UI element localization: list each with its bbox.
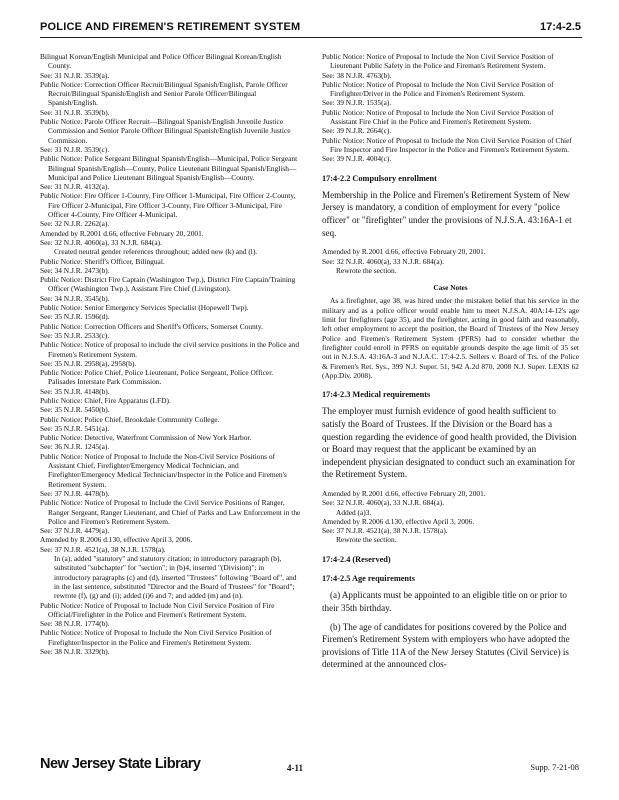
amendment-note: See: 37 N.J.R. 4521(a), 38 N.J.R. 1578(a). — [322, 526, 448, 536]
history-entry: Public Notice: Notice of Proposal to Include the Non Civil Service Position of Chief Fire Inspector and Fire Inspector in the Police and Firemen's Retirement System. — [322, 135, 572, 154]
right-column — [322, 52, 579, 671]
amendment-note: See: 32 N.J.R. 4060(a), 33 N.J.R. 684(a). — [322, 256, 444, 266]
history-entry: Public Notice: Chief, Fire Apparatus (LFD). — [40, 395, 171, 405]
history-entry: Public Notice: Correction Officers and Sheriff's Officers, Somerset County. — [40, 321, 263, 331]
history-entry: See: 35 N.J.R. 4148(b). — [40, 386, 110, 396]
history-entry: Public Notice: Notice of Proposal to Include the Non-Civil Service Positions of Assistant Chief, Firefighter/Emergency Medical Technician, and Firefighter/Emergency Medical Technician/Inspector in the Police and Firemen's Retirement System. — [40, 451, 287, 489]
history-entry: See: 31 N.J.R. 3539(c). — [40, 144, 110, 154]
history-entry: Public Notice: Notice of Proposal to Include the Civil Service Positions of Ranger, Ranger Sergeant, Ranger Lieutenant, and Chief of Parks and Law Enforcement in the Police and Firemen's Retirement System. — [40, 498, 301, 526]
history-entry: See: 39 N.J.R. 4004(c). — [322, 154, 392, 164]
history-entry: See: 35 N.J.R. 2958(a), 2958(b). — [40, 358, 137, 368]
history-entry: Public Notice: Notice of proposal to include the civil service positions in the Police and Firemen's Retirement System. — [40, 340, 300, 359]
history-entry: See: 37 N.J.R. 4521(a), 38 N.J.R. 1578(a). — [40, 544, 166, 554]
amendment-note: Rewrote the section. — [336, 535, 397, 545]
header-rule — [40, 37, 582, 38]
history-entry: See: 35 N.J.R. 5451(a). — [40, 423, 110, 433]
section-heading-2-4: 17:4-2.4 (Reserved) — [322, 554, 391, 564]
history-entry: Created neutral gender references throughout; added new (k) and (l). — [54, 247, 258, 257]
history-entry: Public Notice: Sheriff's Officer, Bilingual. — [40, 256, 165, 266]
history-entry: Public Notice: Parole Officer Recruit—Bilingual Spanish/English Juvenile Justice Commission and Senior Parole Officer Bilingual Spanish/English Juvenile Justice Commission. — [40, 117, 291, 145]
library-watermark: New Jersey State Library — [40, 756, 201, 772]
history-entry: See: 35 N.J.R. 1596(d). — [40, 312, 110, 322]
history-entry: Public Notice: Police Chief, Brookdale Community College. — [40, 414, 220, 424]
section-body-2-3: The employer must furnish evidence of good health sufficient to satisfy the Board of Trustees. If the Division or the Board has a question regarding the evidence of good health provided, the Division or Board may request that the applicant be examined by an independent physician designated to conduct such an examination for the Retirement System. — [322, 406, 577, 480]
history-entry: See: 31 N.J.R. 4132(a). — [40, 182, 110, 192]
history-entry: In (a), added "statutory" and statutory citation; in introductory paragraph (b), substituted "subchapter" for "section"; in (b)4, inserted "(Division)"; in introductory paragraphs (c) and (d), inserted "Trustees" following "Board of", and in the last sentence, substituted "Director and the Board of Trustees" for "Board"; rewrote (f), (g) and (i); added (i)6 and 7; and added (m) and (n). — [54, 554, 297, 601]
amendment-note: Amended by R.2001 d.66, effective February 20, 2001. — [322, 247, 486, 257]
history-entry: Public Notice: Fire Officer 1-County, Fire Officer 1-Municipal, Fire Officer 2-County, Fire Officer 2-Municipal, Fire Officer 3-County, Fire Officer 3-Municipal, Fire Officer 4-County, Fire Officer 4-Municipal. — [40, 191, 296, 220]
history-entry: Amended by R.2006 d.130, effective April 3, 2006. — [40, 535, 193, 545]
history-entry: Amended by R.2001 d.66, effective February 20, 2001. — [40, 228, 204, 238]
history-entry: See: 32 N.J.R. 4060(a), 33 N.J.R. 684(a). — [40, 237, 162, 247]
history-entry: See: 31 N.J.R. 3539(b). — [40, 107, 110, 117]
section-heading-2-2: 17:4-2.2 Compulsory enrollment — [322, 173, 437, 183]
history-entry: Public Notice: Notice of Proposal to Include the Non Civil Service Position of Firefighter/Driver in the Police and Firemen's Retirement System. — [322, 79, 554, 99]
history-entry: Bilingual Korean/English Municipal and Police Officer Bilingual Korean/English County. — [40, 52, 282, 71]
history-entry: See: 36 N.J.R. 1245(a). — [40, 442, 110, 452]
history-entry: See: 35 N.J.R. 2533(c). — [40, 330, 110, 340]
history-entry: Public Notice: Police Chief, Police Lieutenant, Police Sergeant, Police Officer. Palisades Interstate Park Commission. — [40, 368, 274, 387]
page-number: 4-11 — [287, 763, 304, 773]
history-entry: See: 35 N.J.R. 5450(b). — [40, 405, 110, 415]
history-entry: Public Notice: Notice of Proposal to Include the Non Civil Service Position of Lieutenant Public Safety in the Police and Fireman's Retirement System. — [322, 52, 554, 71]
history-entry: Public Notice: Notice of Proposal to Include the Non Civil Service Position of Assistant Fire Chief in the Police and Firemen's Retirement System. — [322, 107, 554, 127]
history-entry: See: 38 N.J.R. 1774(b). — [40, 619, 110, 629]
section-para-a: (a) Applicants must be appointed to an eligible title on or prior to their 35th birthday. — [322, 590, 567, 613]
history-entry: Public Notice: Detective, Waterfront Commission of New York Harbor. — [40, 433, 252, 443]
history-entry: See: 39 N.J.R. 2664(c). — [322, 126, 392, 136]
running-header-citation: 17:4-2.5 — [540, 21, 581, 33]
section-para-b: (b) The age of candidates for positions covered by the Police and Firemen's Retirement System with employers who have adopted the provisions of Title 11A of the New Jersey Statutes (Civil Service) is determined at the announced clos- — [322, 621, 570, 670]
case-notes-body: As a firefighter, age 38, was hired under the mistaken belief that his service in the military and as a police officer would enable him to meet N.J.S.A. 40A:14-12's age limit for firefighters (age 35), and the firefighter, acting in good faith and reasonably, left other employment to accept the position, the Board of Trustees of the New Jersey Police and Firemen's Retirement System (PFRS) had to consider whether the firefighter could enroll in PFRS on equitable grounds despite the age limit of 35 set out in N.J.S.A. 43:16A-3 and N.J.A.C. 17:4-2.5. Sellers v. Board of Trs. of the Police & Firemen's Ret. Sys., 399 N.J. Super. 51, 942 A.2d 870, 2008 N.J. Super. LEXIS 62 (App.Div. 2008). — [322, 296, 579, 380]
history-entry: See: 32 N.J.R. 2262(a). — [40, 219, 110, 229]
history-entry: Public Notice: Police Sergeant Bilingual Spanish/English—Municipal, Police Sergeant Bilingual Spanish/English—County, Police Lieutenant Bilingual Spanish/English—Municipal and Police Lieutenant Bilingual Spanish/English—County. — [40, 154, 298, 182]
history-entry: Public Notice: Notice of Proposal to Include Non Civil Service Position of Fire Official/Firefighter in the Police and Firemen's Retirement System. — [40, 600, 275, 619]
history-entry: Public Notice: District Fire Captain (Washington Twp.), District Fire Captain/Training Officer (Washington Twp.), Assistant Fire Chief (Livingston). — [40, 275, 296, 294]
running-header-title: POLICE AND FIREMEN'S RETIREMENT SYSTEM — [40, 21, 301, 33]
history-entry: See: 34 N.J.R. 3545(b). — [40, 293, 110, 303]
section-body-2-2: Membership in the Police and Firemen's Retirement System of New Jersey is mandatory, a condition of employment for every "police officer" or "firefighter" under the provisions of N.J.S.A. 43:16A-1 et seq. — [322, 189, 572, 238]
history-entry: Public Notice: Correction Officer Recruit/Bilingual Spanish/English, Parole Officer Recruit/Bilingual Spanish/English and Senior Parole Officer/Bilingual Spanish/English. — [40, 79, 288, 108]
history-entry: See: 38 N.J.R. 3329(b). — [40, 647, 110, 656]
amendment-note: Amended by R.2001 d.66, effective February 20, 2001. — [322, 488, 486, 498]
amendment-note: See: 32 N.J.R. 4060(a), 33 N.J.R. 684(a). — [322, 498, 444, 508]
section-heading-2-3: 17:4-2.3 Medical requirements — [322, 390, 431, 400]
section-heading-2-5: 17:4-2.5 Age requirements — [322, 574, 416, 584]
left-column — [40, 52, 302, 656]
history-entry: See: 39 N.J.R. 1535(a). — [322, 98, 392, 108]
history-entry: Public Notice: Senior Emergency Services Specialist (Hopewell Twp). — [40, 303, 249, 313]
history-entry: See: 38 N.J.R. 4763(b). — [322, 70, 392, 80]
history-entry: See: 34 N.J.R. 2473(b). — [40, 265, 110, 275]
history-entry: See: 37 N.J.R. 4479(a). — [40, 526, 110, 536]
amendment-note: Amended by R.2006 d.130, effective April 3, 2006. — [322, 516, 475, 526]
history-entry: Public Notice: Notice of Proposal to Include the Non Civil Service Position of Firefighter/Inspector in the Police and Firemen's Retirement System. — [40, 628, 272, 647]
case-notes-heading: Case Notes — [433, 283, 468, 293]
history-entry: See: 37 N.J.R. 4478(b). — [40, 488, 110, 498]
supplement-date: Supp. 7-21-08 — [530, 762, 579, 772]
amendment-note: Added (a)3. — [336, 507, 372, 517]
amendment-note: Rewrote the section. — [336, 265, 397, 275]
history-entry: See: 31 N.J.R. 3539(a). — [40, 70, 110, 80]
